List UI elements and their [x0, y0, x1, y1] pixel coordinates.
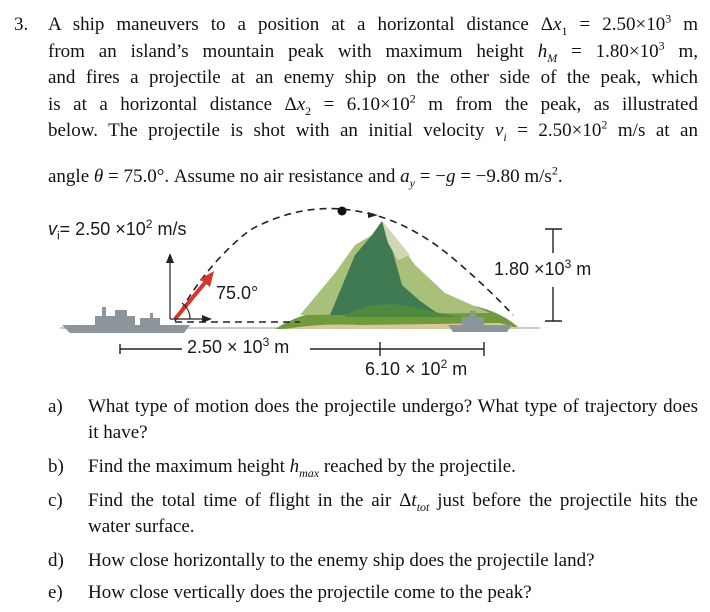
question-label: d) [48, 550, 64, 571]
question-text: How close horizontally to the enemy ship does the projectile land? [88, 550, 595, 571]
problem-assumption [48, 164, 698, 191]
question-text: How close vertically does the projectile come to the peak? [88, 582, 532, 603]
question-text: What type of motion does the projectile undergo? What type of trajectory does it have? [88, 396, 698, 443]
intro-line-2: from an island’s mountain peak with maximum height $h_M = 1.80\times 10^3$ m, [48, 38, 698, 65]
angle-label: 75.0° [216, 283, 259, 303]
dx2-label: $6.10 \times 10^2$ m [365, 357, 468, 379]
vertical-axis-arrow [166, 253, 174, 263]
intro-line-4: is at a horizontal distance $\Delta x_2 = 6.10\times 10^2$ m from the peak, as illustrated [48, 91, 698, 118]
question-text: Find the total time of flight in the air $\Delta t_{tot}$ just before the projectile hits the water surface. [88, 490, 698, 537]
height-label: $1.80 \times 10^3$ m [494, 257, 592, 279]
trajectory-arrowhead [368, 212, 378, 218]
intro-line-3: and fires a projectile at an enemy ship on the other side of the peak, which [48, 67, 698, 88]
question-label: a) [48, 396, 63, 417]
question-text: Find the maximum height $h_{max}$ reached by the projectile. [88, 456, 516, 480]
velocity-vector [175, 279, 208, 319]
velocity-label: $v_i= 2.50 \times 10^2$ m/s [48, 217, 187, 243]
question-label: b) [48, 456, 64, 477]
projectile-figure [0, 205, 710, 390]
intro-line-5: below. The projectile is shot with an initial velocity $v_i = 2.50\times 10^2$ m/s at an [48, 117, 698, 144]
left-ship [62, 307, 190, 333]
intro-line-6: angle θ = 75.0°. Assume no air resistance and $a_y = -g = -9.80$ $m/s^2$. [48, 163, 563, 190]
question-label: c) [48, 490, 63, 511]
question-label: e) [48, 582, 63, 603]
problem-number: 3. [14, 14, 29, 35]
dx1-label: $2.50 \times 10^3$ m [187, 335, 290, 357]
intro-line-1: A ship maneuvers to a position at a horizontal distance $\Delta x_1 = 2.50\times 10^3$ m [48, 11, 699, 38]
projectile-dot [338, 207, 347, 216]
problem-statement [48, 12, 698, 145]
